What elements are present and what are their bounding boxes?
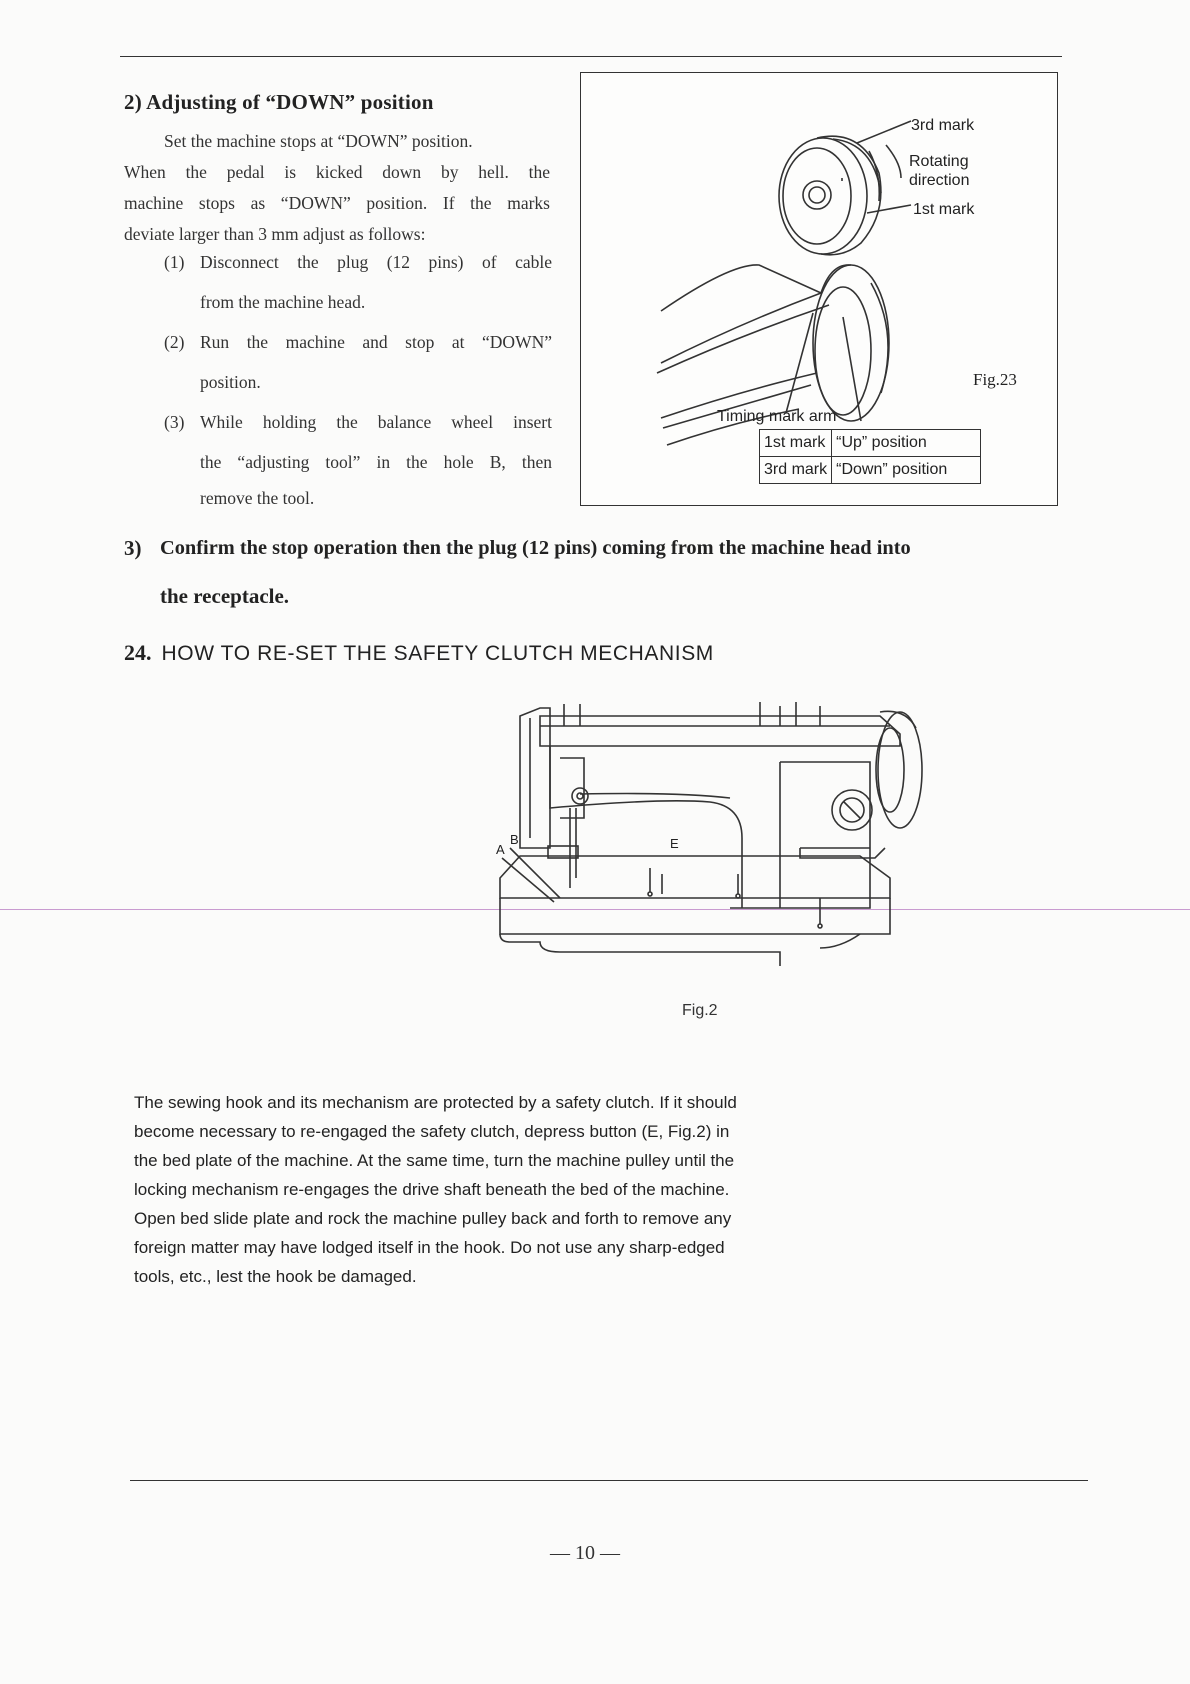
- step-line: Disconnect the plug (12 pins) of cable: [200, 252, 552, 272]
- safety-clutch-paragraph: [134, 1088, 844, 1291]
- page-number: — 10 —: [550, 1542, 620, 1564]
- fig23-3rd-mark-label: 3rd mark: [911, 117, 975, 134]
- intro-line: When the pedal is kicked down by hell. the: [124, 162, 550, 182]
- table-row: [760, 457, 981, 484]
- step-line: position.: [200, 372, 261, 392]
- fig-2-caption: Fig.2: [682, 1002, 718, 1019]
- step-line: Run the machine and stop at “DOWN”: [200, 332, 552, 352]
- fig-23-box: [580, 72, 1058, 506]
- mark-position-table: [759, 429, 981, 484]
- step-line: from the machine head.: [200, 292, 366, 312]
- sewing-machine-illustration: [480, 698, 940, 978]
- section-3-num: 3): [124, 536, 142, 560]
- step-3: [164, 412, 552, 532]
- step-1: [164, 252, 552, 332]
- step-line: the “adjusting tool” in the hole B, then: [200, 452, 552, 472]
- fig23-timing-label: Timing mark arm: [717, 408, 837, 425]
- section-24-heading: [124, 640, 714, 666]
- table-cell: “Down” position: [832, 457, 981, 484]
- table-cell: 3rd mark: [760, 457, 832, 484]
- paragraph-line: tools, etc., lest the hook be damaged.: [134, 1267, 417, 1286]
- intro-line: deviate larger than 3 mm adjust as follows:: [124, 224, 426, 244]
- paragraph-line: Open bed slide plate and rock the machine pulley back and forth to remove any: [134, 1209, 732, 1228]
- intro-line: Set the machine stops at “DOWN” position.: [164, 131, 473, 151]
- fig23-rotating-label: Rotating: [909, 153, 969, 170]
- fig2-label-a: A: [496, 842, 505, 857]
- fig2-label-e: E: [670, 836, 679, 851]
- section-2-intro: [124, 126, 550, 250]
- section-3-line: Confirm the stop operation then the plug (12 pins) coming from the machine head into: [160, 537, 911, 559]
- step-line: While holding the balance wheel insert: [200, 412, 552, 432]
- step-2: [164, 332, 552, 412]
- section-3-line: the receptacle.: [160, 584, 290, 608]
- section-2-heading: 2) Adjusting of “DOWN” position: [124, 90, 434, 114]
- step-num: (3): [164, 412, 185, 432]
- paragraph-line: locking mechanism re-engages the drive shaft beneath the bed of the machine.: [134, 1180, 730, 1199]
- paragraph-line: become necessary to re-engaged the safety clutch, depress button (E, Fig.2) in: [134, 1122, 730, 1141]
- intro-line: machine stops as “DOWN” position. If the marks: [124, 193, 550, 213]
- paragraph-line: The sewing hook and its mechanism are protected by a safety clutch. If it should: [134, 1093, 737, 1112]
- bottom-rule: [130, 1480, 1088, 1481]
- fig23-1st-mark-label: 1st mark: [913, 201, 975, 218]
- section-24-title: HOW TO RE-SET THE SAFETY CLUTCH MECHANISM: [161, 642, 714, 665]
- top-rule: [120, 56, 1062, 57]
- paragraph-line: foreign matter may have lodged itself in the hook. Do not use any sharp-edged: [134, 1238, 725, 1257]
- fig23-caption: Fig.23: [973, 370, 1017, 389]
- paragraph-line: the bed plate of the machine. At the same time, turn the machine pulley until the: [134, 1151, 735, 1170]
- section-24-num: 24.: [124, 640, 152, 665]
- fig23-direction-label: direction: [909, 172, 970, 189]
- step-num: (1): [164, 252, 185, 272]
- section-2-steps: [164, 252, 552, 532]
- step-line: remove the tool.: [200, 488, 315, 508]
- table-cell: “Up” position: [832, 430, 981, 457]
- step-num: (2): [164, 332, 185, 352]
- table-cell: 1st mark: [760, 430, 832, 457]
- table-row: [760, 430, 981, 457]
- fig2-label-b: B: [510, 832, 519, 847]
